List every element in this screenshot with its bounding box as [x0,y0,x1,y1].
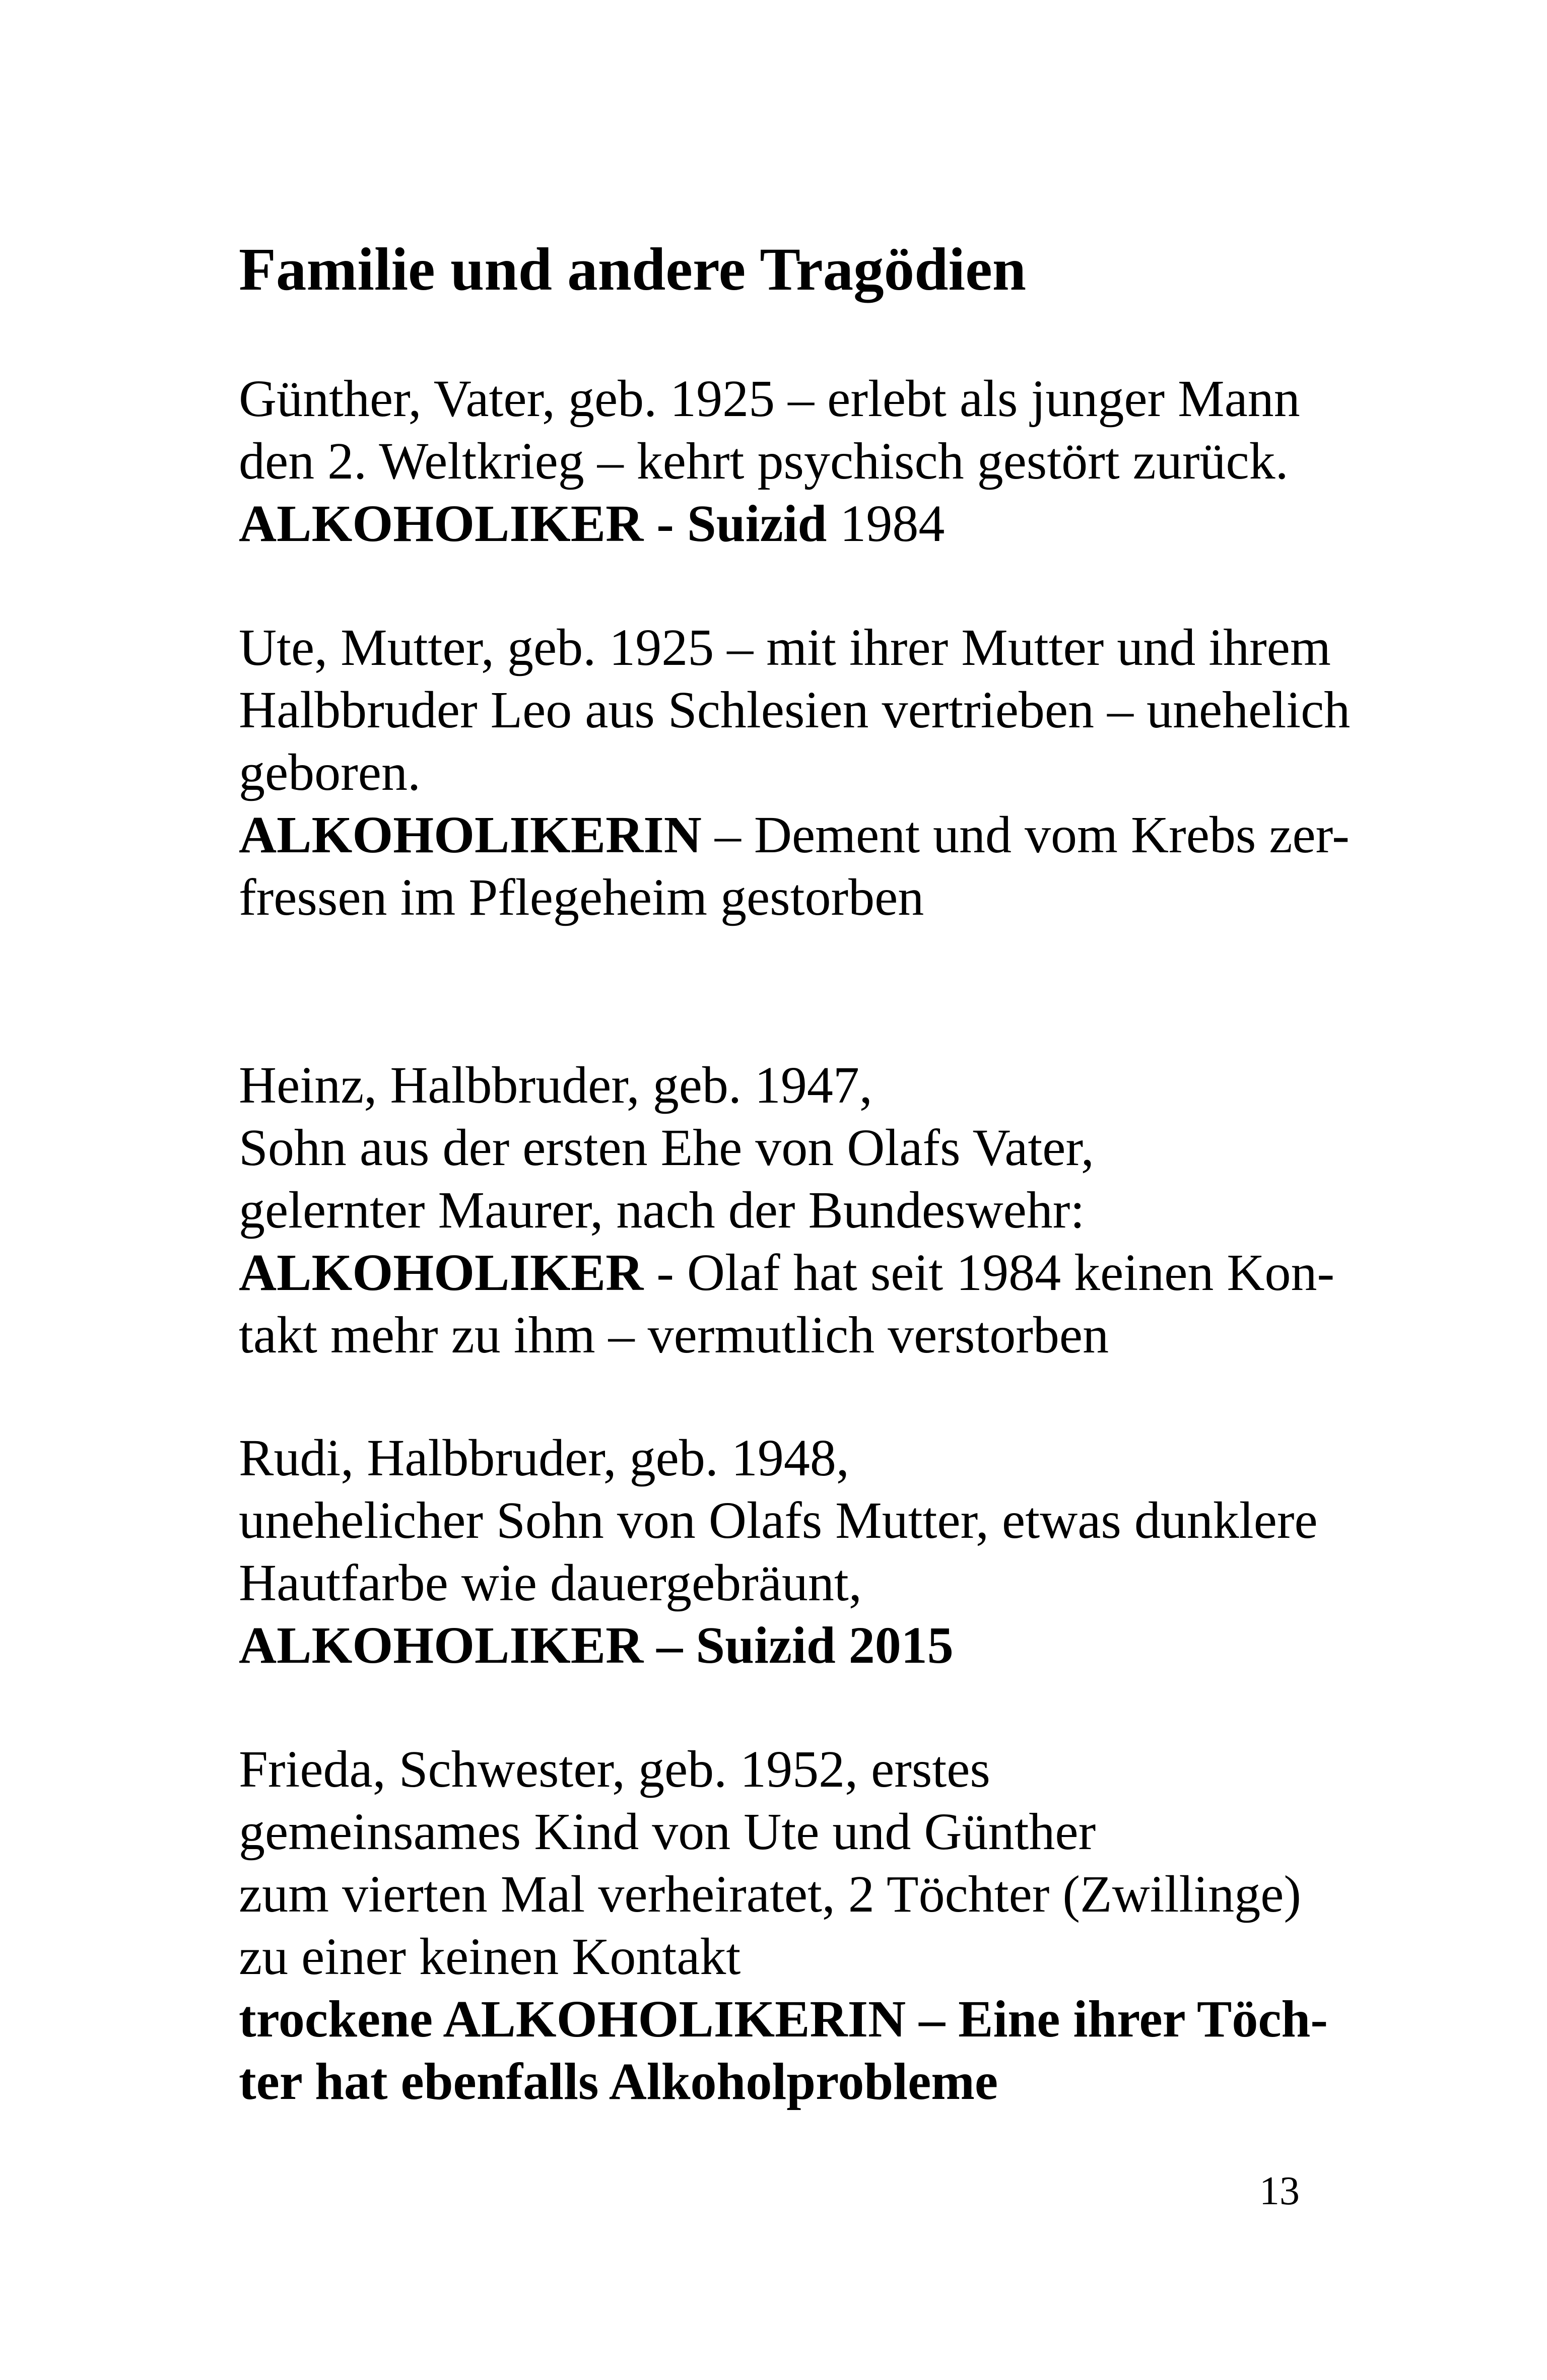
entry-guenther [239,368,1367,555]
entry-line: unehelicher Sohn von Olafs Mutter, etwas dunklere [239,1491,1318,1549]
entry-line: zu einer keinen Kontakt [239,1928,741,1986]
entry-line: trockene ALKOHOLIKERIN – Eine ihrer Töch- [239,1990,1328,2048]
entry-line: geboren. [239,743,421,801]
entry-line: Ute, Mutter, geb. 1925 – mit ihrer Mutter und ihrem [239,619,1331,676]
entry-line: Heinz, Halbbruder, geb. 1947, [239,1056,872,1114]
entry-line: Halbbruder Leo aus Schlesien vertrieben – unehelich [239,681,1351,739]
page-title: Familie und andere Tragödien [239,236,1027,303]
entry-line: ALKOHOLIKERIN – Dement und vom Krebs zer- [239,806,1350,864]
entry-line: gemeinsames Kind von Ute und Günther [239,1803,1096,1861]
entry-frieda [239,1738,1367,2113]
entry-line: Günther, Vater, geb. 1925 – erlebt als junger Mann [239,370,1300,428]
page-number: 13 [1259,2169,1300,2213]
entry-line: Hautfarbe wie dauergebräunt, [239,1554,862,1612]
entry-line: ALKOHOLIKER – Suizid 2015 [239,1616,954,1674]
entry-line: takt mehr zu ihm – vermutlich verstorben [239,1306,1109,1364]
entry-line: ALKOHOLIKER - Olaf hat seit 1984 keinen Kon- [239,1244,1335,1302]
entry-ute [239,617,1367,929]
entry-line: gelernter Maurer, nach der Bundeswehr: [239,1181,1085,1239]
entry-line: den 2. Weltkrieg – kehrt psychisch gestört zurück. [239,432,1289,490]
entry-line: Rudi, Halbbruder, geb. 1948, [239,1429,849,1487]
entry-line: Frieda, Schwester, geb. 1952, erstes [239,1740,990,1798]
entry-line: zum vierten Mal verheiratet, 2 Töchter (Zwillinge) [239,1865,1302,1923]
entry-heinz [239,1054,1367,1367]
entry-line: ter hat ebenfalls Alkoholprobleme [239,2053,998,2111]
entry-line: ALKOHOLIKER - Suizid 1984 [239,495,945,553]
entry-line: Sohn aus der ersten Ehe von Olafs Vater, [239,1119,1094,1177]
entry-rudi [239,1427,1367,1677]
entry-line: fressen im Pflegeheim gestorben [239,868,924,926]
